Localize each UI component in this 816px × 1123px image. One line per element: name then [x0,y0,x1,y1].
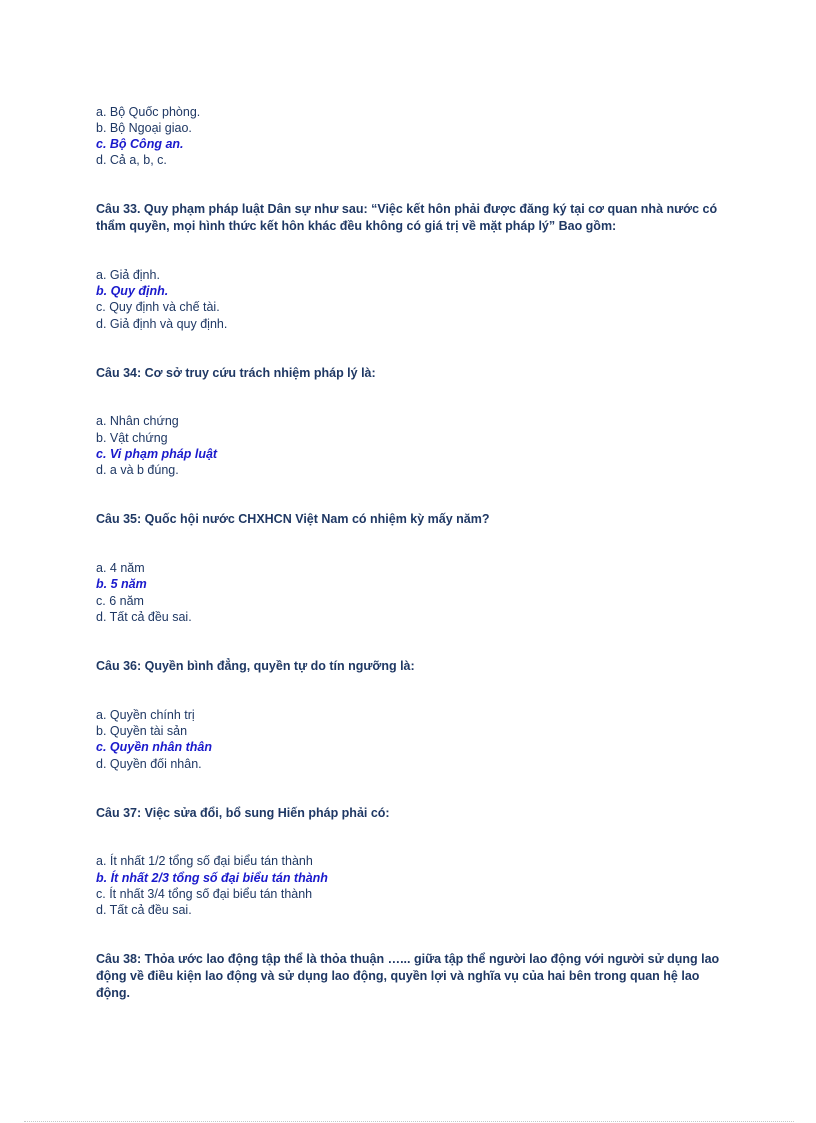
q35-option-a: a. 4 năm [96,561,145,575]
q37-option-a: a. Ít nhất 1/2 tổng số đại biểu tán thành [96,854,313,868]
q34-option-b: b. Vật chứng [96,431,168,445]
q35-option-c: c. 6 năm [96,594,144,608]
q35-option-b-answer: b. 5 năm [96,577,147,591]
q36-question: Câu 36: Quyền bình đẳng, quyền tự do tín ngưỡng là: [96,659,415,673]
q36-option-b: b. Quyền tài sản [96,724,188,738]
q34-question: Câu 34: Cơ sở truy cứu trách nhiệm pháp lý là: [96,366,376,380]
q34-option-c-answer: c. Vi phạm pháp luật [96,447,218,461]
q33-question: Câu 33. Quy phạm pháp luật Dân sự như sau: “Việc kết hôn phải được đăng ký tại cơ quan nhà nước có thẩm quyền, mọi hình thức kết hôn khác đều không có giá trị về mặt pháp lý” Bao gồm: [96,202,718,233]
q36-option-d: d. Quyền đối nhân. [96,757,202,771]
q38-question: Câu 38: Thỏa ước lao động tập thể là thỏa thuận …... giữa tập thể người lao động với người sử dụng lao động về điều kiện lao động và sử dụng lao động, quyền lợi và nghĩa vụ của hai bên trong quan hệ lao động. [96,952,720,1000]
q37-question: Câu 37: Việc sửa đổi, bổ sung Hiến pháp phải có: [96,806,390,820]
q32-option-a: a. Bộ Quốc phòng. [96,105,201,119]
q35-question: Câu 35: Quốc hội nước CHXHCN Việt Nam có nhiệm kỳ mấy năm? [96,512,490,526]
q36-option-a: a. Quyền chính trị [96,708,195,722]
q36-option-c-answer: c. Quyền nhân thân [96,740,212,754]
q37-option-c: c. Ít nhất 3/4 tổng số đại biểu tán thành [96,887,313,901]
page-bottom-divider [24,1121,794,1122]
q32-option-d: d. Cả a, b, c. [96,153,167,167]
q32-option-b: b. Bộ Ngoại giao. [96,121,192,135]
q34-option-a: a. Nhân chứng [96,414,179,428]
q33-option-d: d. Giả định và quy định. [96,317,228,331]
q34-option-d: d. a và b đúng. [96,463,179,477]
q37-option-b-answer: b. Ít nhất 2/3 tổng số đại biểu tán thành [96,871,328,885]
q32-option-c-answer: c. Bộ Công an. [96,137,184,151]
q35-option-d: d. Tất cả đều sai. [96,610,192,624]
q33-option-b-answer: b. Quy định. [96,284,169,298]
q33-option-c: c. Quy định và chế tài. [96,300,220,314]
q33-option-a: a. Giả định. [96,268,160,282]
q37-option-d: d. Tất cả đều sai. [96,903,192,917]
